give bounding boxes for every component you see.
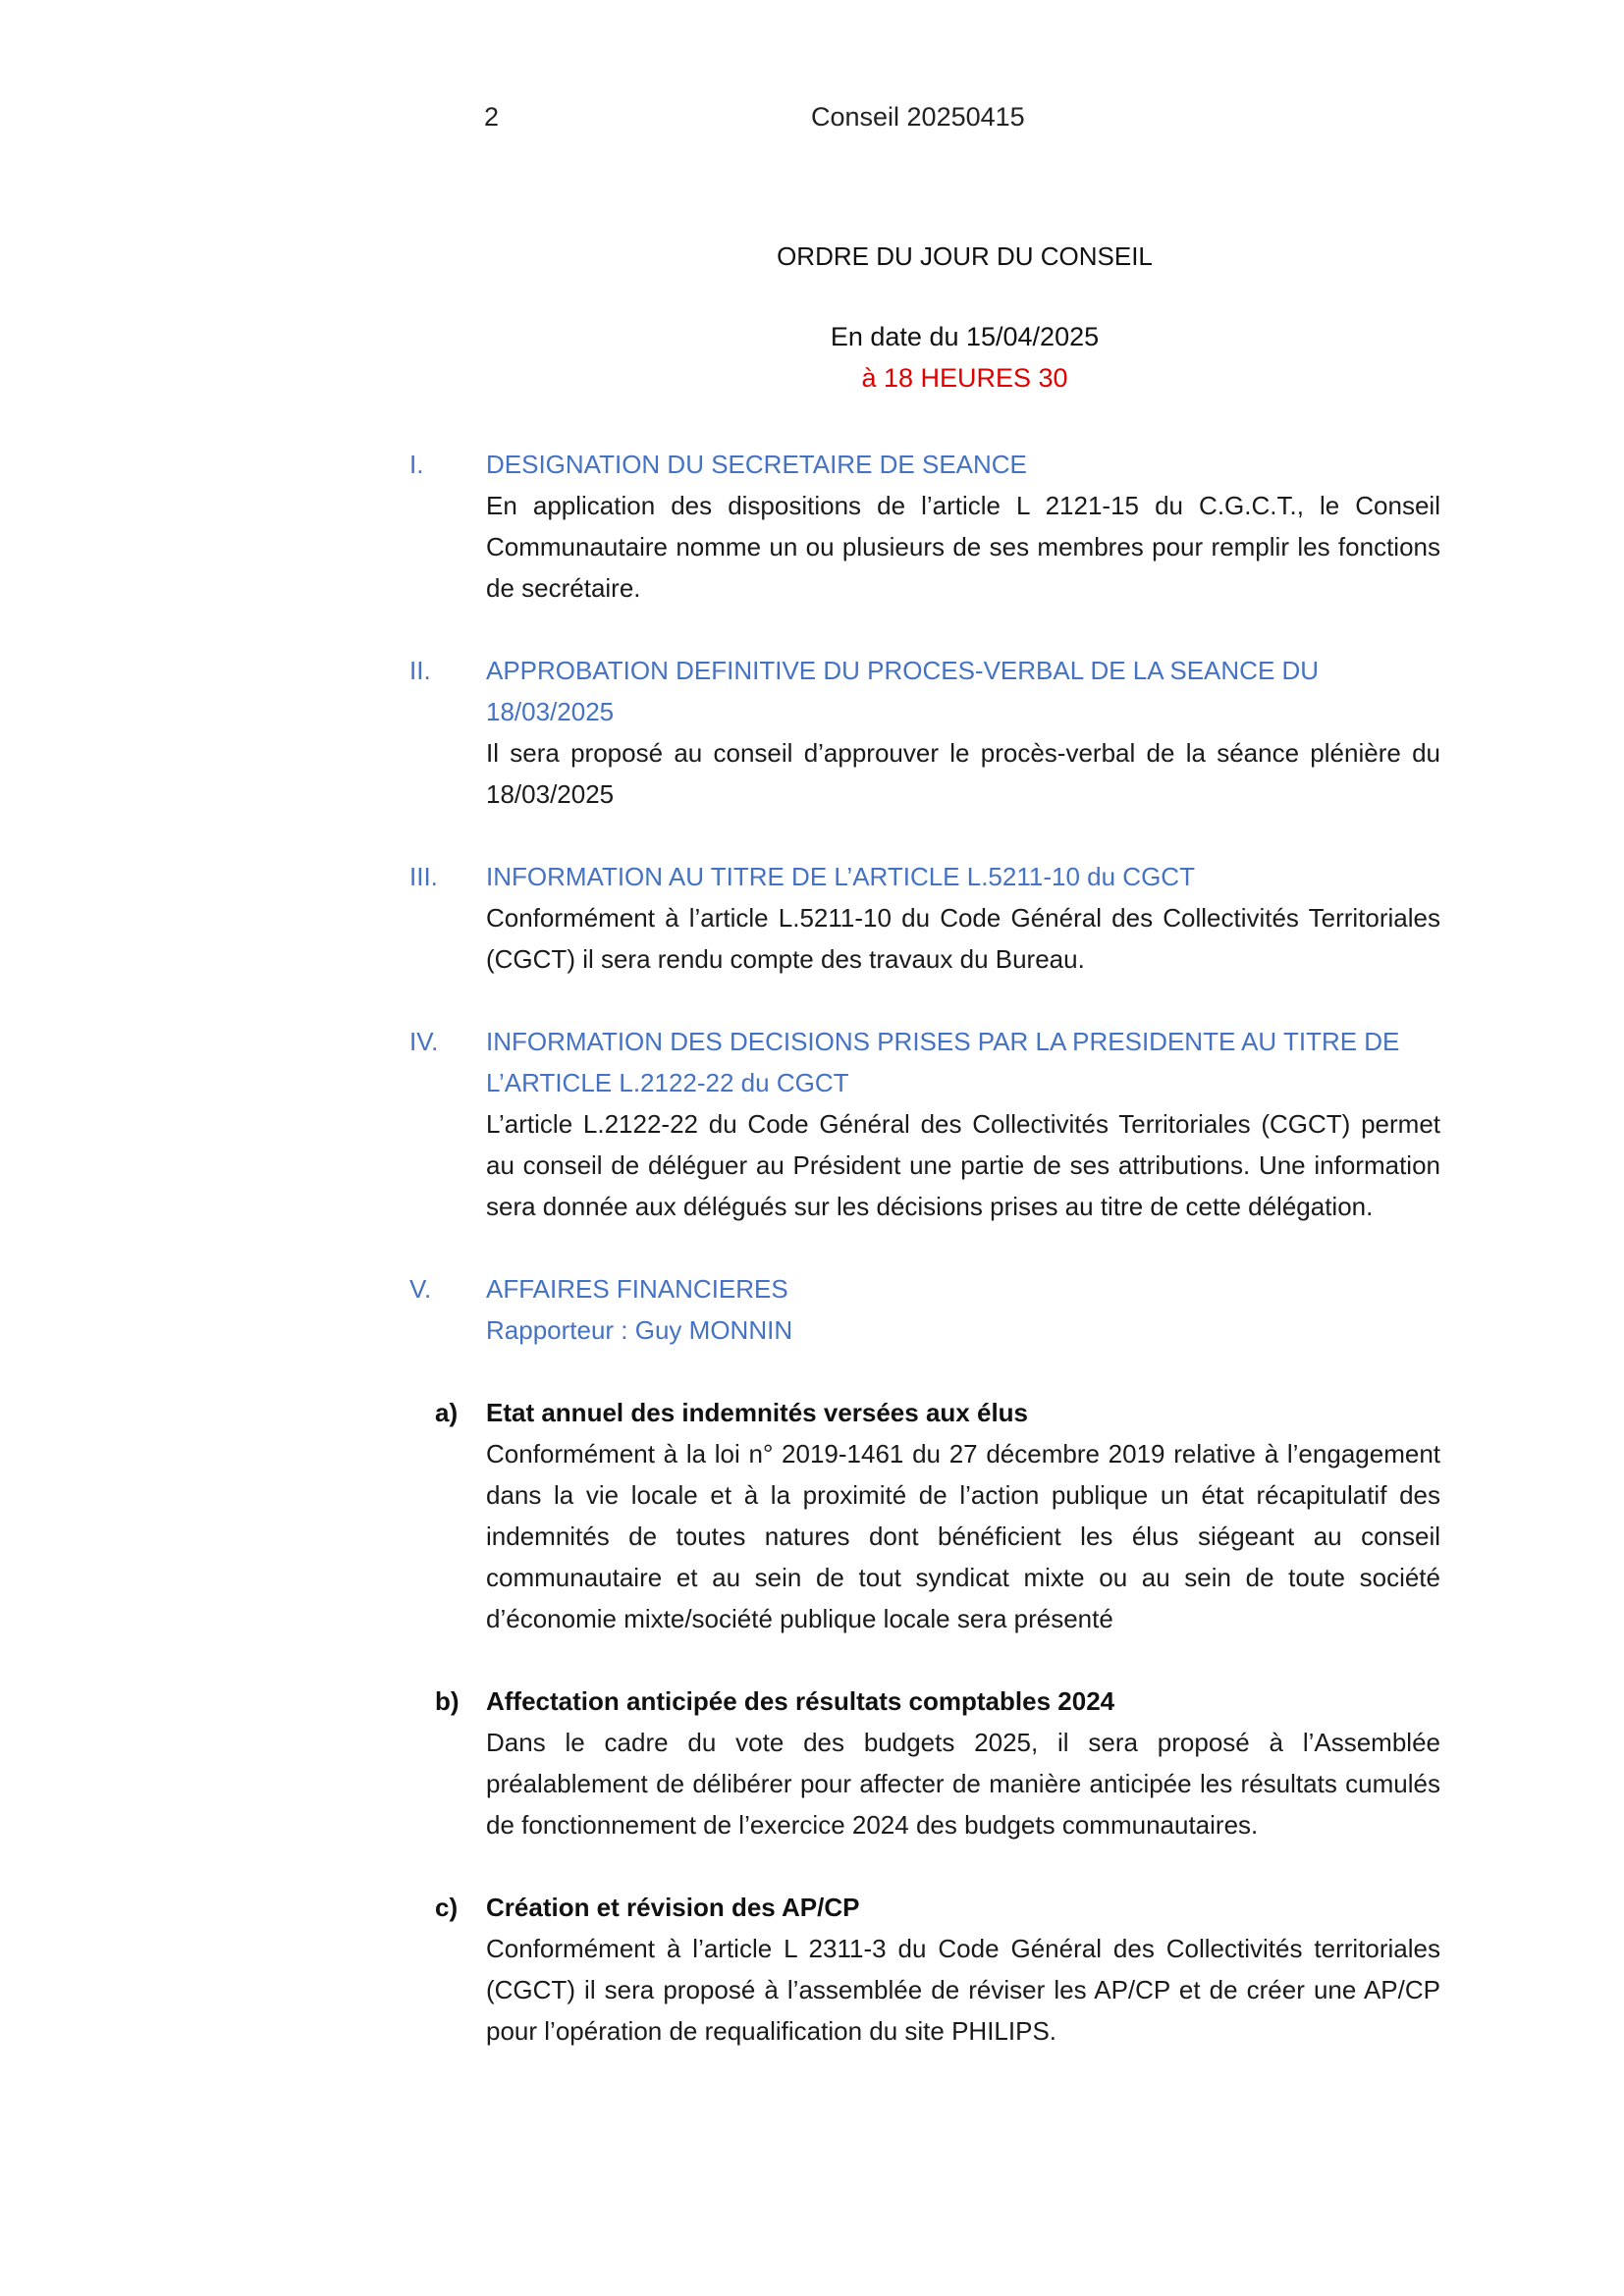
agenda-subsection xyxy=(435,1887,1440,2052)
subsection-letter: b) xyxy=(435,1686,460,1716)
section-numeral: V. xyxy=(409,1274,432,1304)
section-title: AFFAIRES FINANCIERES xyxy=(486,1274,788,1304)
section-body: Il sera proposé au conseil d’approuver le procès-verbal de la séance plénière du 18/03/2025 xyxy=(486,738,1440,809)
section-numeral: III. xyxy=(409,862,438,891)
subsection-body: Dans le cadre du vote des budgets 2025, il sera proposé à l’Assemblée préalablement de délibérer pour affecter de manière anticipée les résultats cumulés de fonctionnement de l’exercice 2024 des budgets communautaires. xyxy=(486,1728,1440,1840)
document-title: ORDRE DU JOUR DU CONSEIL xyxy=(777,241,1153,271)
section-body: Conformément à l’article L.5211-10 du Code Général des Collectivités Territoriales (CGCT) il sera rendu compte des travaux du Bureau. xyxy=(486,903,1440,974)
subsection-letter: a) xyxy=(435,1398,459,1427)
subsection-letter: c) xyxy=(435,1893,459,1922)
agenda-subsection xyxy=(435,1392,1440,1639)
agenda-section xyxy=(409,444,1440,609)
section-body: En application des dispositions de l’article L 2121-15 du C.G.C.T., le Conseil Communautaire nomme un ou plusieurs de ses membres pour remplir les fonctions de secrétaire. xyxy=(486,491,1440,603)
subsection-title: Etat annuel des indemnités versées aux élus xyxy=(486,1398,1029,1427)
subsection-title: Création et révision des AP/CP xyxy=(486,1893,860,1922)
section-numeral: II. xyxy=(409,656,431,685)
section-title: INFORMATION DES DECISIONS PRISES PAR LA PRESIDENTE AU TITRE DE L’ARTICLE L.2122-22 du CGCT xyxy=(486,1027,1400,1097)
section-rapporteur: Rapporteur : Guy MONNIN xyxy=(486,1315,793,1345)
agenda-section xyxy=(409,1021,1440,1227)
subsection-title: Affectation anticipée des résultats comptables 2024 xyxy=(486,1686,1115,1716)
page-number: 2 xyxy=(484,102,500,132)
document-date: En date du 15/04/2025 xyxy=(830,322,1100,351)
section-title: INFORMATION AU TITRE DE L’ARTICLE L.5211-10 du CGCT xyxy=(486,862,1195,891)
section-title: DESIGNATION DU SECRETAIRE DE SEANCE xyxy=(486,450,1027,479)
subsection-body: Conformément à la loi n° 2019-1461 du 27 décembre 2019 relative à l’engagement dans la vie locale et à la proximité de l’action publique un état récapitulatif des indemnités de toutes natures dont bénéficient les élus siégeant au conseil communautaire et au sein de tout syndicat mixte ou au sein de toute société d’économie mixte/société publique locale sera présenté xyxy=(486,1439,1440,1633)
agenda-section xyxy=(409,856,1440,980)
agenda xyxy=(409,444,1440,2093)
agenda-section xyxy=(409,1268,1440,1351)
section-numeral: I. xyxy=(409,450,424,479)
subsection-body: Conformément à l’article L 2311-3 du Code Général des Collectivités territoriales (CGCT) il sera proposé à l’assemblée de réviser les AP/CP et de créer une AP/CP pour l’opération de requalification du site PHILIPS. xyxy=(486,1934,1440,2046)
section-numeral: IV. xyxy=(409,1027,439,1056)
section-body: L’article L.2122-22 du Code Général des Collectivités Territoriales (CGCT) permet au conseil de déléguer au Président une partie de ses attributions. Une information sera donnée aux délégués sur les décisions prises au titre de cette délégation. xyxy=(486,1109,1440,1221)
header-title: Conseil 20250415 xyxy=(811,102,1025,132)
section-title: APPROBATION DEFINITIVE DU PROCES-VERBAL DE LA SEANCE DU 18/03/2025 xyxy=(486,656,1320,726)
agenda-subsection xyxy=(435,1681,1440,1845)
document-time: à 18 HEURES 30 xyxy=(861,363,1068,393)
agenda-section xyxy=(409,650,1440,815)
